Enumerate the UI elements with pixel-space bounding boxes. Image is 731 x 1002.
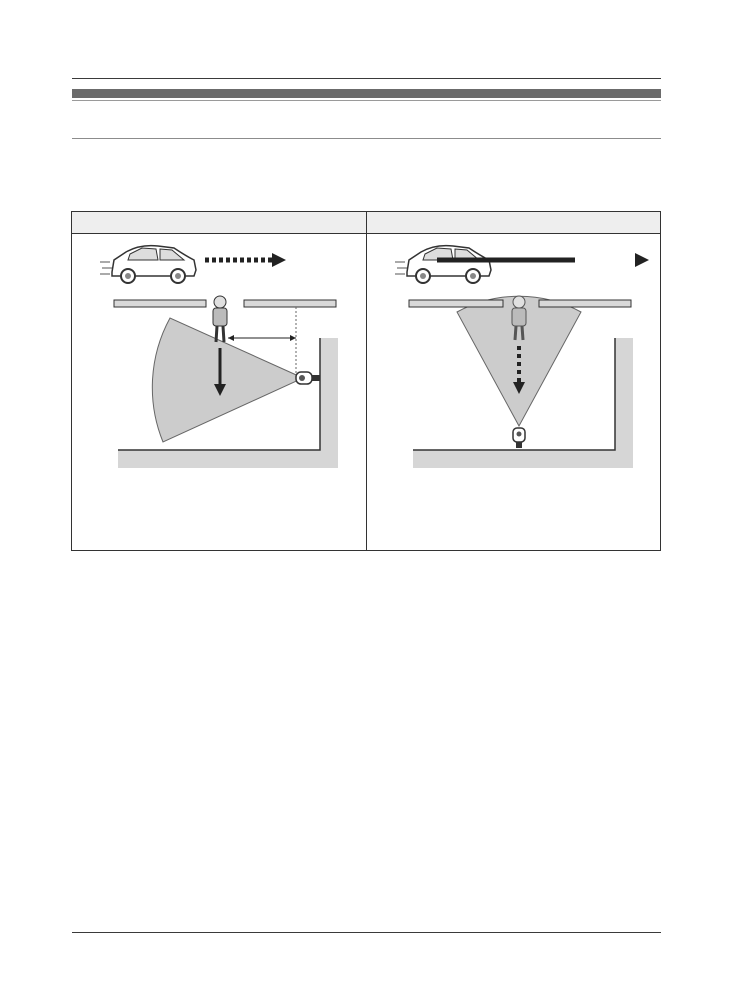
car-icon	[395, 246, 491, 283]
right-column-header	[367, 212, 660, 234]
header-rule	[72, 78, 661, 79]
subsection-rule	[72, 138, 661, 139]
left-column-header	[72, 212, 367, 234]
side-view-illustration	[72, 234, 366, 550]
car-icon	[100, 246, 196, 283]
person-icon	[213, 296, 227, 342]
footer-rule	[72, 932, 661, 933]
camera-icon	[296, 372, 320, 384]
section-band-underline	[72, 100, 661, 101]
section-band	[72, 89, 661, 98]
detection-comparison-figure	[71, 211, 661, 551]
front-view-illustration	[367, 234, 660, 550]
camera-icon	[513, 428, 525, 448]
